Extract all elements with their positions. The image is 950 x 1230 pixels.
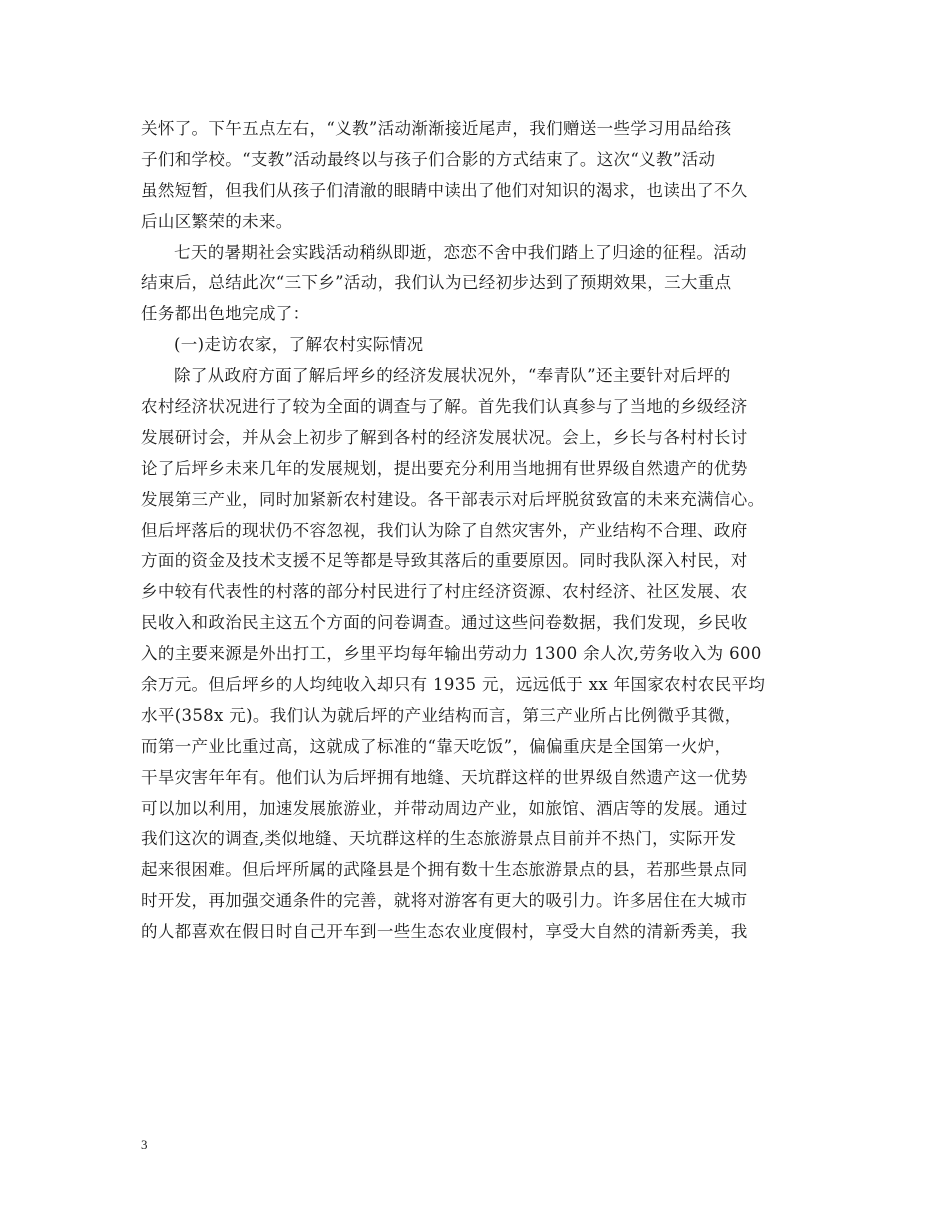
page-number: 3 bbox=[141, 1137, 148, 1152]
text-line: 民收入和政治民主这五个方面的问卷调查。通过这些问卷数据，我们发现，乡民收 bbox=[141, 613, 748, 633]
text-line: 干旱灾害年年有。他们认为后坪拥有地缝、天坑群这样的世界级自然遗产这一优势 bbox=[141, 767, 748, 787]
text-line: 但后坪落后的现状仍不容忽视，我们认为除了自然灾害外，产业结构不合理、政府 bbox=[141, 520, 748, 540]
text-line: 后山区繁荣的未来。 bbox=[141, 211, 293, 231]
text-line: 而第一产业比重过高，这就成了标准的“靠天吃饭”，偏偏重庆是全国第一火炉， bbox=[141, 736, 732, 756]
text-line: 的人都喜欢在假日时自己开车到一些生态农业度假村，享受大自然的清新秀美，我 bbox=[141, 922, 748, 942]
text-line: 七天的暑期社会实践活动稍纵即逝，恋恋不舍中我们踏上了归途的征程。活动 bbox=[174, 242, 747, 262]
section-heading: (一)走访农家，了解农村实际情况 bbox=[174, 335, 424, 355]
text-line: 时开发，再加强交通条件的完善，就将对游客有更大的吸引力。许多居住在大城市 bbox=[141, 891, 748, 911]
text-line: 我们这次的调查,类似地缝、天坑群这样的生态旅游景点目前并不热门，实际开发 bbox=[141, 829, 737, 849]
text-line: 农村经济状况进行了较为全面的调查与了解。首先我们认真参与了当地的乡级经济 bbox=[141, 397, 748, 417]
text-line: 起来很困难。但后坪所属的武隆县是个拥有数十生态旅游景点的县，若那些景点同 bbox=[141, 860, 748, 880]
text-line: 方面的资金及技术支援不足等都是导致其落后的重要原因。同时我队深入村民，对 bbox=[141, 551, 748, 571]
text-line: 乡中较有代表性的村落的部分村民进行了村庄经济资源、农村经济、社区发展、农 bbox=[141, 582, 748, 602]
text-line: 子们和学校。“支教”活动最终以与孩子们合影的方式结束了。这次“义教”活动 bbox=[141, 149, 716, 169]
text-line: 结束后，总结此次“三下乡”活动，我们认为已经初步达到了预期效果，三大重点 bbox=[141, 273, 732, 293]
text-line: 虽然短暂，但我们从孩子们清澈的眼睛中读出了他们对知识的渴求，也读出了不久 bbox=[141, 180, 748, 200]
text-line: 论了后坪乡未来几年的发展规划，提出要充分利用当地拥有世界级自然遗产的优势 bbox=[141, 458, 748, 478]
text-line: 发展第三产业，同时加紧新农村建设。各干部表示对后坪脱贫致富的未来充满信心。 bbox=[141, 489, 765, 509]
text-line: 余万元。但后坪乡的人均纯收入却只有 1935 元，远远低于 xx 年国家农村农民平均 bbox=[141, 675, 766, 695]
text-line: 发展研讨会，并从会上初步了解到各村的经济发展状况。会上，乡长与各村村长讨 bbox=[141, 427, 748, 447]
text-line: 关怀了。下午五点左右，“义教”活动渐渐接近尾声，我们赠送一些学习用品给孩 bbox=[141, 119, 732, 138]
text-line: 水平(358x 元)。我们认为就后坪的产业结构而言，第三产业所占比例微乎其微， bbox=[141, 705, 742, 725]
text-line: 任务都出色地完成了： bbox=[141, 304, 310, 324]
body-text bbox=[141, 114, 821, 948]
text-line: 入的主要来源是外出打工，乡里平均每年输出劳动力 1300 余人次,劳务收入为 600 bbox=[141, 644, 762, 664]
text-line: 除了从政府方面了解后坪乡的经济发展状况外，“奉青队”还主要针对后坪的 bbox=[174, 366, 731, 386]
text-line: 可以加以利用，加速发展旅游业，并带动周边产业，如旅馆、酒店等的发展。通过 bbox=[141, 798, 748, 818]
